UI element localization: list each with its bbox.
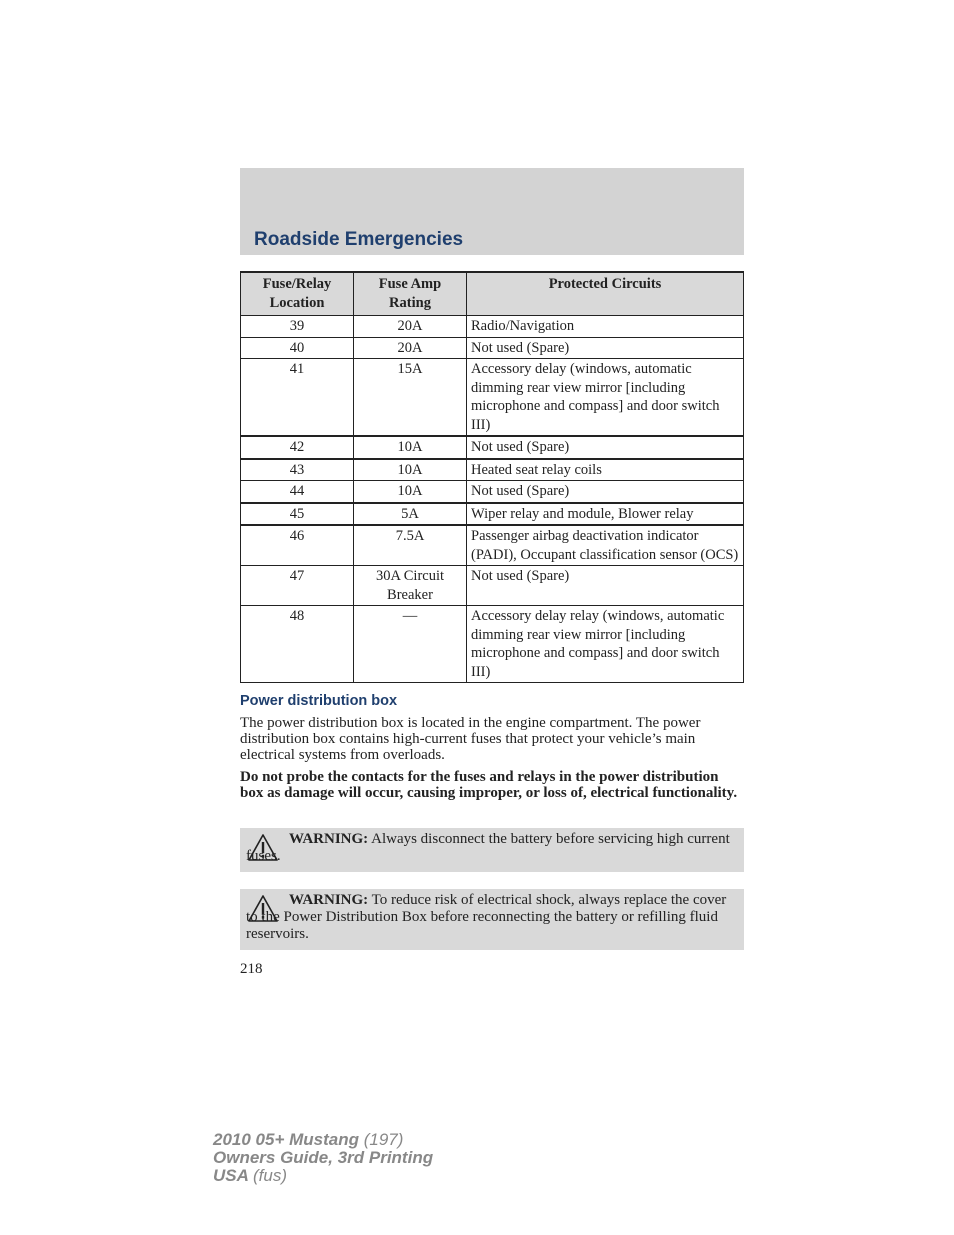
table-row	[241, 566, 744, 606]
table-row	[241, 316, 744, 338]
fuse-rating: 20A	[354, 337, 467, 359]
protected-circuits: Not used (Spare)	[467, 566, 744, 606]
table-row	[241, 503, 744, 526]
footer-line: Owners Guide, 3rd Printing	[213, 1148, 434, 1167]
protected-circuits: Not used (Spare)	[467, 337, 744, 359]
page-number: 218	[240, 961, 263, 977]
warning-text	[246, 892, 736, 943]
warning-text	[246, 831, 736, 865]
footer-line	[213, 1167, 433, 1185]
fuse-rating: —	[354, 606, 467, 683]
fuse-rating: 20A	[354, 316, 467, 338]
protected-circuits: Heated seat relay coils	[467, 459, 744, 481]
footer-model: 2010 05+ Mustang	[213, 1130, 359, 1149]
protected-circuits: Wiper relay and module, Blower relay	[467, 503, 744, 526]
fuse-rating: 30A Circuit Breaker	[354, 566, 467, 606]
table-row	[241, 337, 744, 359]
column-header-location: Fuse/Relay Location	[241, 272, 354, 316]
table-row	[241, 606, 744, 683]
description-paragraph: The power distribution box is located in the engine compartment. The power distribution box contains high-current fuses that protect your vehicle’s main electrical systems from overloads.	[240, 715, 701, 763]
fuse-location: 46	[241, 525, 354, 566]
page-title: Roadside Emergencies	[254, 229, 464, 250]
warning-label: WARNING:	[289, 831, 369, 847]
table-header-row	[241, 272, 744, 316]
table-row	[241, 359, 744, 437]
fuse-table	[240, 271, 744, 683]
fuse-location: 48	[241, 606, 354, 683]
fuse-rating: 10A	[354, 436, 467, 459]
fuse-location: 44	[241, 481, 354, 503]
fuse-rating: 15A	[354, 359, 467, 437]
fuse-location: 41	[241, 359, 354, 437]
section-heading: Power distribution box	[240, 693, 398, 709]
protected-circuits: Not used (Spare)	[467, 481, 744, 503]
footer-line	[213, 1131, 433, 1149]
fuse-rating: 10A	[354, 481, 467, 503]
fuse-location: 42	[241, 436, 354, 459]
warning-message: Always disconnect the battery before servicing high current fuses.	[246, 831, 730, 864]
fuse-location: 39	[241, 316, 354, 338]
fuse-rating: 5A	[354, 503, 467, 526]
table-row	[241, 525, 744, 566]
warning-box	[240, 828, 744, 872]
table-row	[241, 481, 744, 503]
footer	[213, 1131, 433, 1185]
protected-circuits: Passenger airbag deactivation indicator (PADI), Occupant classification sensor (OCS)	[467, 525, 744, 566]
warning-box	[240, 889, 744, 950]
warning-label: WARNING:	[289, 892, 369, 908]
table-row	[241, 436, 744, 459]
fuse-location: 40	[241, 337, 354, 359]
table-row	[241, 459, 744, 481]
protected-circuits: Accessory delay (windows, automatic dimming rear view mirror [including microphone and compass] and door switch III)	[467, 359, 744, 437]
fuse-location: 43	[241, 459, 354, 481]
fuse-rating: 10A	[354, 459, 467, 481]
column-header-circuits: Protected Circuits	[467, 272, 744, 316]
column-header-rating: Fuse Amp Rating	[354, 272, 467, 316]
fuse-rating: 7.5A	[354, 525, 467, 566]
protected-circuits: Accessory delay relay (windows, automatic dimming rear view mirror [including microphone and compass] and door switch III)	[467, 606, 744, 683]
footer-market-code: (fus)	[253, 1166, 287, 1185]
caution-paragraph: Do not probe the contacts for the fuses and relays in the power distribution box as damage will occur, causing improper, or loss of, electrical functionality.	[240, 769, 738, 801]
protected-circuits: Not used (Spare)	[467, 436, 744, 459]
fuse-location: 45	[241, 503, 354, 526]
fuse-location: 47	[241, 566, 354, 606]
footer-model-code: (197)	[363, 1130, 404, 1149]
protected-circuits: Radio/Navigation	[467, 316, 744, 338]
footer-market: USA	[213, 1166, 249, 1185]
warning-message: To reduce risk of electrical shock, always replace the cover to the Power Distribution Box before reconnecting the battery or refilling fluid reservoirs.	[246, 892, 727, 942]
